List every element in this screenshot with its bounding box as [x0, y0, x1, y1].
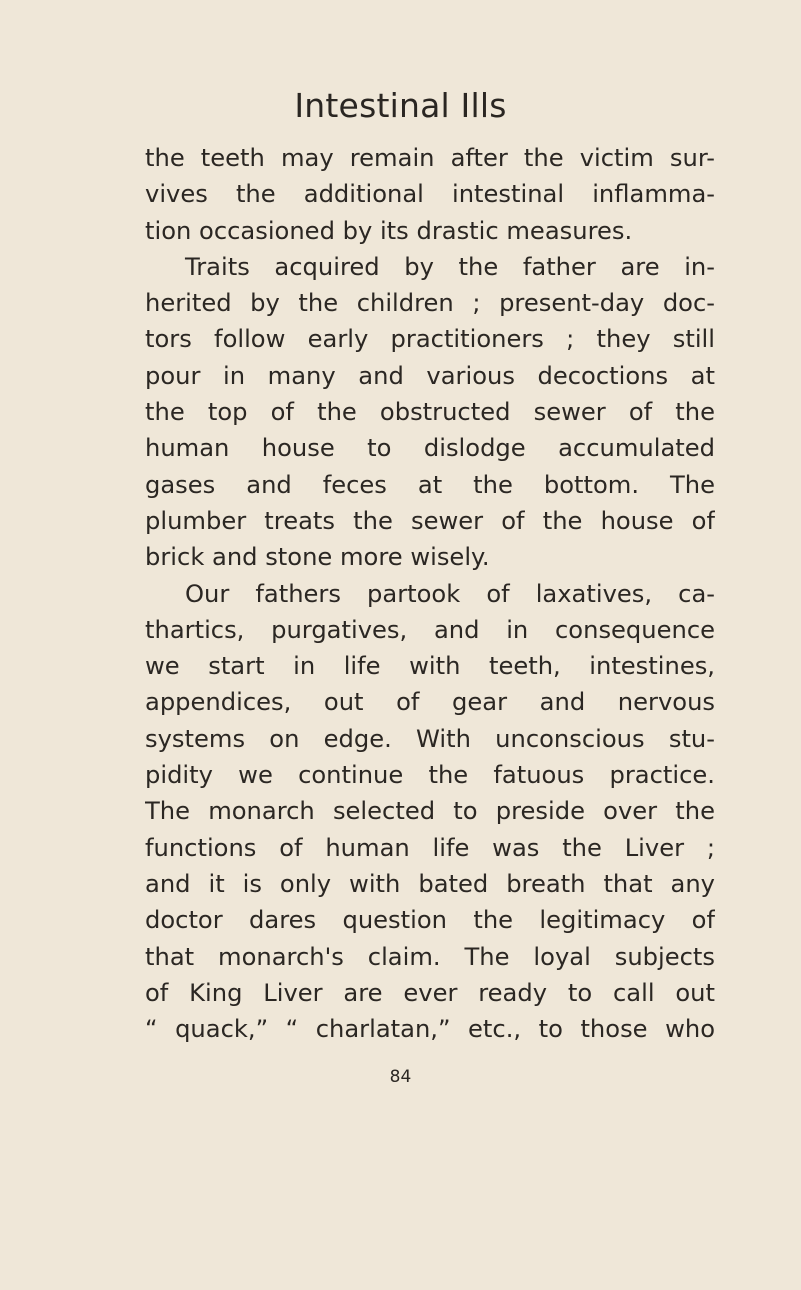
text-line: we start in life with teeth, intestines,: [145, 652, 715, 681]
text-line: pidity we continue the fatuous practice.: [145, 761, 715, 790]
text-line: systems on edge. With unconscious stu-: [145, 724, 715, 753]
text-line: the top of the obstructed sewer of the: [145, 398, 715, 427]
text-line: plumber treats the sewer of the house of: [145, 506, 715, 535]
body-text: [145, 140, 715, 1047]
text-line: that monarch's claim. The loyal subjects: [145, 942, 715, 971]
text-line: tion occasioned by its drastic measures.: [145, 216, 633, 245]
text-line: The monarch selected to preside over the: [145, 797, 715, 826]
page-number: 84: [389, 1067, 412, 1087]
text-line: appendices, out of gear and nervous: [145, 688, 715, 717]
text-line: tors follow early practitioners ; they still: [145, 325, 715, 354]
text-line: the teeth may remain after the victim sur-: [145, 144, 715, 172]
running-head: Intestinal Ills: [294, 86, 507, 125]
text-line: Traits acquired by the father are in-: [185, 252, 715, 281]
text-line: thartics, purgatives, and in consequence: [145, 615, 715, 644]
text-line: human house to dislodge accumulated: [145, 434, 715, 463]
text-line: vives the additional intestinal inflamma-: [145, 180, 715, 209]
text-line: of King Liver are ever ready to call out: [145, 978, 715, 1007]
text-line: brick and stone more wisely.: [145, 543, 490, 572]
text-line: pour in many and various decoctions at: [145, 361, 715, 390]
text-line: Our fathers partook of laxatives, ca-: [185, 579, 715, 608]
text-line: gases and feces at the bottom. The: [145, 470, 715, 499]
text-line: “ quack,” “ charlatan,” etc., to those who: [145, 1015, 715, 1044]
text-line: doctor dares question the legitimacy of: [145, 906, 715, 935]
text-line: herited by the children ; present-day doc-: [145, 289, 715, 318]
text-line: functions of human life was the Liver ;: [145, 833, 715, 862]
text-line: and it is only with bated breath that any: [145, 869, 715, 898]
